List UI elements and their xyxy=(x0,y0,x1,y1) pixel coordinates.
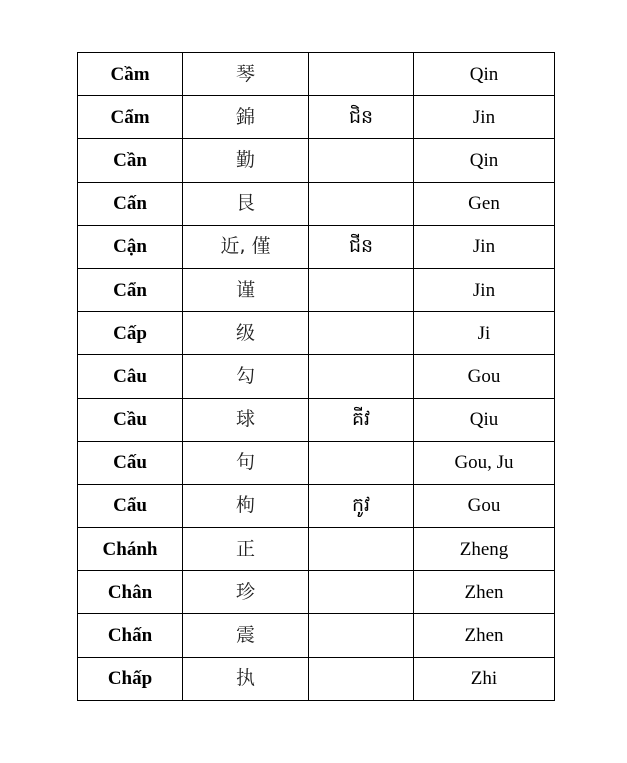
vietnamese-cell: Cần xyxy=(78,139,183,182)
khmer-cell: កូវ xyxy=(309,484,414,527)
pinyin-cell: Zhen xyxy=(414,614,555,657)
table-row xyxy=(78,312,555,355)
pinyin-cell: Jin xyxy=(414,225,555,268)
vietnamese-cell: Cẩu xyxy=(78,484,183,527)
hanzi-cell: 勤 xyxy=(183,139,309,182)
table-row xyxy=(78,53,555,96)
table-row xyxy=(78,182,555,225)
hanzi-cell: 近, 僅 xyxy=(183,225,309,268)
pinyin-cell: Jin xyxy=(414,268,555,311)
khmer-cell xyxy=(309,355,414,398)
khmer-cell xyxy=(309,528,414,571)
table-row xyxy=(78,268,555,311)
khmer-cell xyxy=(309,268,414,311)
pinyin-cell: Zhi xyxy=(414,657,555,700)
table-row xyxy=(78,398,555,441)
hanzi-cell: 勾 xyxy=(183,355,309,398)
khmer-cell: ជិន xyxy=(309,96,414,139)
pinyin-cell: Ji xyxy=(414,312,555,355)
khmer-cell: ជីន xyxy=(309,225,414,268)
table-row xyxy=(78,657,555,700)
pinyin-cell: Gen xyxy=(414,182,555,225)
vietnamese-cell: Cận xyxy=(78,225,183,268)
vietnamese-cell: Chấn xyxy=(78,614,183,657)
vietnamese-cell: Chân xyxy=(78,571,183,614)
vietnamese-cell: Chấp xyxy=(78,657,183,700)
khmer-cell xyxy=(309,312,414,355)
vietnamese-cell: Cầu xyxy=(78,398,183,441)
hanzi-cell: 级 xyxy=(183,312,309,355)
pinyin-cell: Qin xyxy=(414,139,555,182)
table-row xyxy=(78,139,555,182)
pinyin-cell: Zheng xyxy=(414,528,555,571)
khmer-cell xyxy=(309,441,414,484)
pinyin-cell: Gou, Ju xyxy=(414,441,555,484)
hanzi-cell: 錦 xyxy=(183,96,309,139)
table-row xyxy=(78,441,555,484)
hanzi-cell: 艮 xyxy=(183,182,309,225)
khmer-cell: គីវ xyxy=(309,398,414,441)
hanzi-cell: 球 xyxy=(183,398,309,441)
hanzi-cell: 句 xyxy=(183,441,309,484)
hanzi-cell: 琴 xyxy=(183,53,309,96)
table-row xyxy=(78,528,555,571)
vietnamese-cell: Cẩn xyxy=(78,268,183,311)
vietnamese-cell: Chánh xyxy=(78,528,183,571)
vietnamese-cell: Cẩm xyxy=(78,96,183,139)
khmer-cell xyxy=(309,53,414,96)
hanzi-cell: 震 xyxy=(183,614,309,657)
table-row xyxy=(78,355,555,398)
hanzi-cell: 枸 xyxy=(183,484,309,527)
vietnamese-cell: Cầm xyxy=(78,53,183,96)
vietnamese-cell: Cấp xyxy=(78,312,183,355)
hanzi-cell: 珍 xyxy=(183,571,309,614)
pinyin-cell: Zhen xyxy=(414,571,555,614)
khmer-cell xyxy=(309,657,414,700)
vietnamese-cell: Cấu xyxy=(78,441,183,484)
table-row xyxy=(78,225,555,268)
pinyin-cell: Qin xyxy=(414,53,555,96)
hanzi-cell: 执 xyxy=(183,657,309,700)
pinyin-cell: Qiu xyxy=(414,398,555,441)
khmer-cell xyxy=(309,614,414,657)
hanzi-cell: 正 xyxy=(183,528,309,571)
table-row xyxy=(78,484,555,527)
khmer-cell xyxy=(309,182,414,225)
table-row xyxy=(78,571,555,614)
vietnamese-cell: Cấn xyxy=(78,182,183,225)
pinyin-cell: Gou xyxy=(414,484,555,527)
khmer-cell xyxy=(309,139,414,182)
hanzi-cell: 谨 xyxy=(183,268,309,311)
vietnamese-cell: Câu xyxy=(78,355,183,398)
table-row xyxy=(78,96,555,139)
pinyin-cell: Jin xyxy=(414,96,555,139)
vocabulary-table xyxy=(77,52,555,701)
table-row xyxy=(78,614,555,657)
khmer-cell xyxy=(309,571,414,614)
pinyin-cell: Gou xyxy=(414,355,555,398)
